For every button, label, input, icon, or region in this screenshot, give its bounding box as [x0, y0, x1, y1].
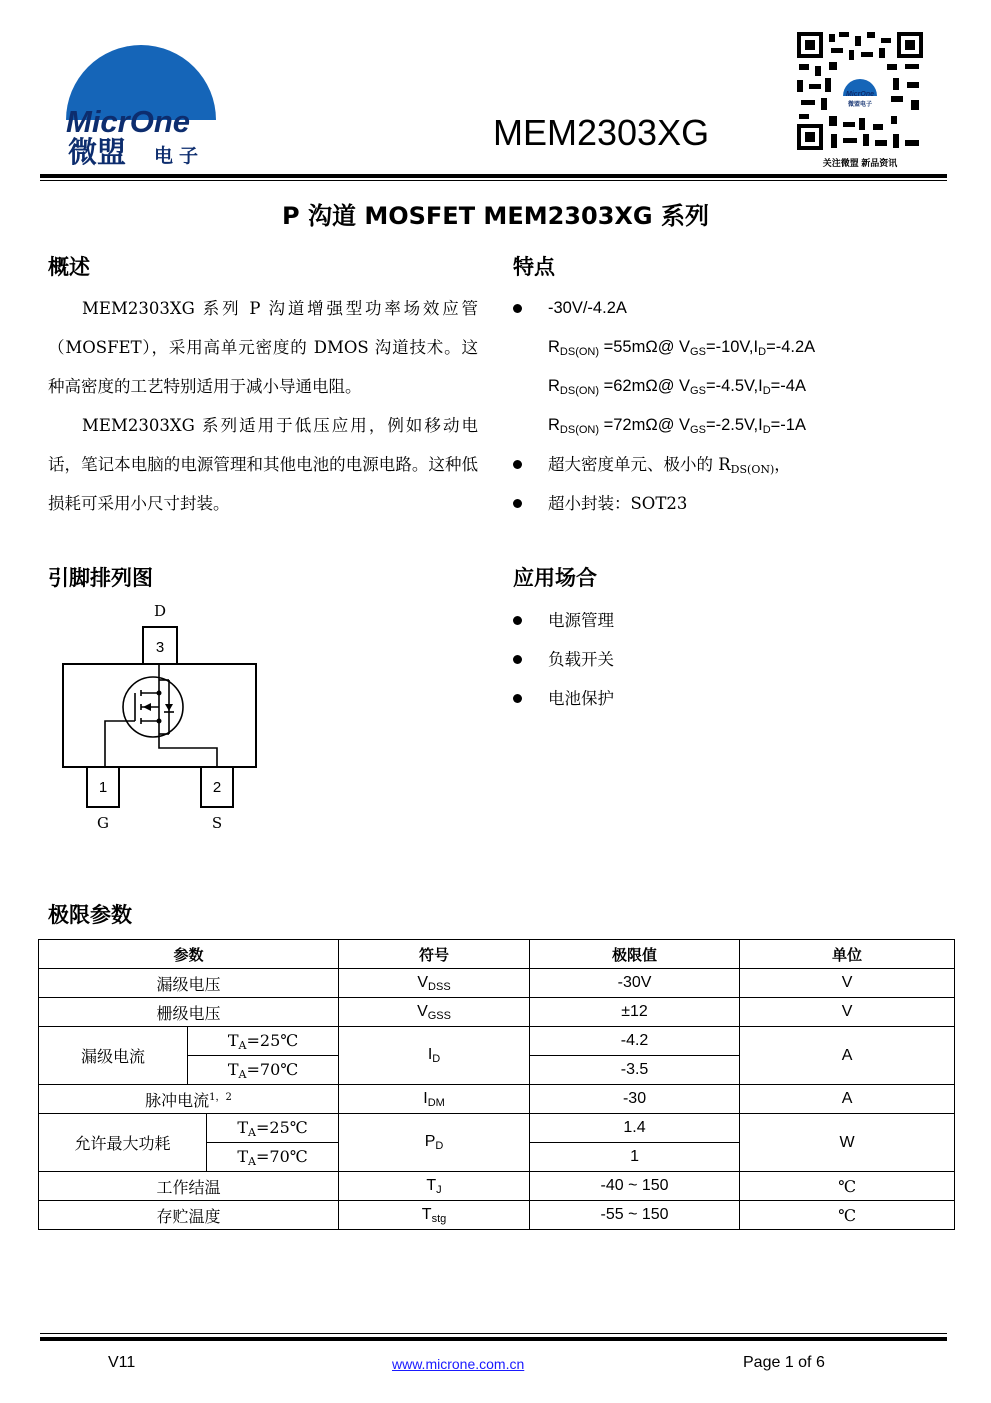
- part-number: MEM2303XG: [493, 112, 710, 153]
- symbol: T: [426, 1176, 437, 1194]
- value-cell: ±12: [530, 998, 740, 1027]
- table-row: [39, 1085, 955, 1114]
- unit-cell: W: [740, 1114, 955, 1172]
- pinout-heading: 引脚排列图: [48, 566, 153, 590]
- features-heading: 特点: [513, 255, 555, 279]
- param-text: 脉冲电流: [145, 1090, 210, 1110]
- applications-heading: 应用场合: [513, 566, 597, 590]
- rds-symbol: R: [548, 338, 560, 356]
- id-sub: D: [758, 346, 767, 358]
- symbol: V: [417, 973, 429, 991]
- unit-cell: ℃: [740, 1172, 955, 1201]
- id-sub: D: [762, 424, 771, 436]
- value-cell: -4.2: [530, 1027, 740, 1056]
- unit-cell: A: [740, 1085, 955, 1114]
- bullet-icon: [513, 655, 522, 664]
- rds-sub: DS(ON): [559, 424, 600, 436]
- value-cell: 1: [530, 1143, 740, 1172]
- footer-version: V11: [108, 1354, 136, 1371]
- symbol-sub: D: [432, 1053, 441, 1065]
- table-row: [39, 1114, 955, 1143]
- table-header-row: [39, 940, 955, 969]
- unit-cell: V: [740, 969, 955, 998]
- param-cell: 允许最大功耗: [39, 1114, 207, 1172]
- application-item: [513, 601, 953, 640]
- condition-cell: [207, 1143, 339, 1172]
- id-value: =-1A: [770, 416, 806, 434]
- rds-symbol: R: [548, 416, 560, 434]
- qr-caption: 关注微盟 新品资讯: [822, 158, 898, 168]
- value-cell: -40 ~ 150: [530, 1172, 740, 1201]
- bullet-icon: [513, 694, 522, 703]
- vgs-sub: GS: [690, 385, 706, 397]
- header-unit: 单位: [740, 940, 955, 969]
- symbol-cell: [339, 998, 530, 1027]
- bullet-icon: [513, 460, 522, 469]
- qr-code[interactable]: [795, 30, 925, 160]
- condition-symbol: T: [227, 1030, 239, 1050]
- bullet-icon: [513, 304, 522, 313]
- param-cell: 栅级电压: [39, 998, 339, 1027]
- value-cell: -55 ~ 150: [530, 1201, 740, 1230]
- qr-center-label: MicrOne: [845, 91, 875, 98]
- overview-heading: 概述: [48, 255, 90, 279]
- rds-sub: DS(ON): [730, 463, 775, 476]
- rds-value: =55mΩ@ V: [603, 338, 691, 356]
- feature-package: [513, 484, 953, 523]
- table-row: [39, 1172, 955, 1201]
- header-value: 极限值: [530, 940, 740, 969]
- applications-list: [513, 601, 953, 718]
- limits-table: [38, 939, 955, 1230]
- pin-3-label: D: [153, 602, 167, 620]
- feature-rating-text: -30V/-4.2A: [548, 299, 627, 317]
- value-cell: -3.5: [530, 1056, 740, 1085]
- rds-sub: DS(ON): [559, 346, 600, 358]
- symbol: V: [417, 1002, 428, 1020]
- condition-text: =70℃: [255, 1146, 308, 1166]
- condition-text: =70℃: [246, 1059, 299, 1079]
- value-cell: 1.4: [530, 1114, 740, 1143]
- header-param: 参数: [39, 940, 339, 969]
- symbol: P: [424, 1133, 436, 1150]
- vgs-sub: GS: [690, 346, 706, 358]
- feature-density-text: 超大密度单元、极小的 R: [548, 455, 731, 474]
- vgs-value: =-2.5V,I: [705, 416, 763, 434]
- id-value: =-4.2A: [766, 338, 816, 356]
- symbol-cell: [339, 1114, 530, 1172]
- condition-symbol: T: [237, 1117, 249, 1137]
- unit-cell: ℃: [740, 1201, 955, 1230]
- table-row: [39, 969, 955, 998]
- symbol-sub: stg: [431, 1212, 447, 1225]
- qr-center-sub: 微盟电子: [847, 101, 873, 108]
- table-row: [39, 1201, 955, 1230]
- symbol-cell: [339, 969, 530, 998]
- param-cell: [39, 1085, 339, 1114]
- param-cell: 漏级电压: [39, 969, 339, 998]
- condition-sub: A: [248, 1125, 256, 1139]
- pin-1-label: G: [97, 814, 109, 832]
- logo-text-en: MicrOne: [66, 104, 191, 139]
- symbol-sub: GSS: [427, 1009, 451, 1022]
- condition-text: =25℃: [246, 1030, 299, 1050]
- vgs-value: =-4.5V,I: [705, 377, 763, 395]
- table-row: [39, 998, 955, 1027]
- feature-rds-3: [513, 406, 953, 445]
- vgs-value: =-10V,I: [705, 338, 759, 356]
- pin-2-label: S: [211, 814, 223, 832]
- footer-page-number: Page 1 of 6: [743, 1354, 825, 1371]
- rds-value: =72mΩ@ V: [603, 416, 691, 434]
- table-row: [39, 1027, 955, 1056]
- value-cell: -30: [530, 1085, 740, 1114]
- company-logo: [60, 38, 220, 178]
- symbol-cell: [339, 1201, 530, 1230]
- symbol-sub: DM: [427, 1096, 445, 1109]
- symbol-cell: [339, 1172, 530, 1201]
- application-text: 电源管理: [548, 611, 614, 630]
- application-text: 负载开关: [548, 650, 614, 669]
- logo-text-cn-main: 微盟: [68, 135, 127, 169]
- value-cell: -30V: [530, 969, 740, 998]
- param-cell: 存贮温度: [39, 1201, 339, 1230]
- param-cell: 工作结温: [39, 1172, 339, 1201]
- unit-cell: A: [740, 1027, 955, 1085]
- logo-text-cn-sub: 电子: [154, 145, 205, 167]
- overview-paragraph-2: MEM2303XG 系列适用于低压应用，例如移动电话，笔记本电脑的电源管理和其他电池的电源电路。这种低损耗可采用小尺寸封装。: [48, 416, 478, 513]
- id-sub: D: [762, 385, 771, 397]
- pinout-diagram: [55, 600, 275, 841]
- condition-cell: [207, 1114, 339, 1143]
- page-title: P 沟道 MOSFET MEM2303XG 系列: [282, 202, 709, 230]
- symbol-sub: J: [436, 1183, 442, 1196]
- application-text: 电池保护: [548, 689, 614, 708]
- application-item: [513, 640, 953, 679]
- feature-rds-1: [513, 328, 953, 367]
- condition-sub: A: [248, 1154, 256, 1168]
- rds-symbol: R: [548, 377, 560, 395]
- limits-heading: 极限参数: [48, 903, 132, 927]
- vgs-sub: GS: [690, 424, 706, 436]
- feature-density: [513, 445, 953, 484]
- symbol: I: [423, 1089, 428, 1107]
- footer-website-link[interactable]: www.microne.com.cn: [392, 1356, 525, 1372]
- id-value: =-4A: [770, 377, 806, 395]
- param-cell: 漏级电流: [39, 1027, 188, 1085]
- overview-paragraph-1: MEM2303XG 系列 P 沟道增强型功率场效应管（MOSFET），采用高单元密度的 DMOS 沟道技术。这种高密度的工艺特别适用于减小导通电阻。: [48, 299, 478, 396]
- application-item: [513, 679, 953, 718]
- condition-sub: A: [238, 1038, 247, 1052]
- footer-rule-thick: [40, 1337, 947, 1341]
- bullet-icon: [513, 499, 522, 508]
- symbol: I: [427, 1046, 433, 1063]
- symbol-sub: DSS: [428, 980, 451, 993]
- rds-value: =62mΩ@ V: [603, 377, 691, 395]
- pin-1-number: 1: [98, 779, 108, 796]
- unit-cell: V: [740, 998, 955, 1027]
- condition-symbol: T: [237, 1146, 249, 1166]
- footnote-ref: 1，2: [209, 1091, 232, 1103]
- mosfet-symbol-icon: [105, 664, 217, 767]
- feature-density-end: ，: [774, 455, 791, 474]
- header-rule-thick: [40, 174, 947, 178]
- feature-rds-2: [513, 367, 953, 406]
- symbol-cell: [339, 1085, 530, 1114]
- features-list: [513, 289, 953, 523]
- condition-sub: A: [238, 1067, 247, 1081]
- condition-cell: [188, 1027, 339, 1056]
- header-symbol: 符号: [339, 940, 530, 969]
- condition-symbol: T: [227, 1059, 239, 1079]
- symbol: T: [421, 1205, 432, 1223]
- condition-text: =25℃: [255, 1117, 308, 1137]
- symbol-sub: D: [435, 1140, 444, 1152]
- header-rule-thin: [40, 180, 947, 181]
- condition-cell: [188, 1056, 339, 1085]
- bullet-icon: [513, 616, 522, 625]
- rds-sub: DS(ON): [559, 385, 600, 397]
- symbol-cell: [339, 1027, 530, 1085]
- footer-rule-thin: [40, 1333, 947, 1334]
- pin-3-number: 3: [155, 639, 165, 656]
- feature-package-text: 超小封装：SOT23: [548, 494, 688, 513]
- pin-2-number: 2: [212, 779, 222, 796]
- feature-rating: [513, 289, 953, 328]
